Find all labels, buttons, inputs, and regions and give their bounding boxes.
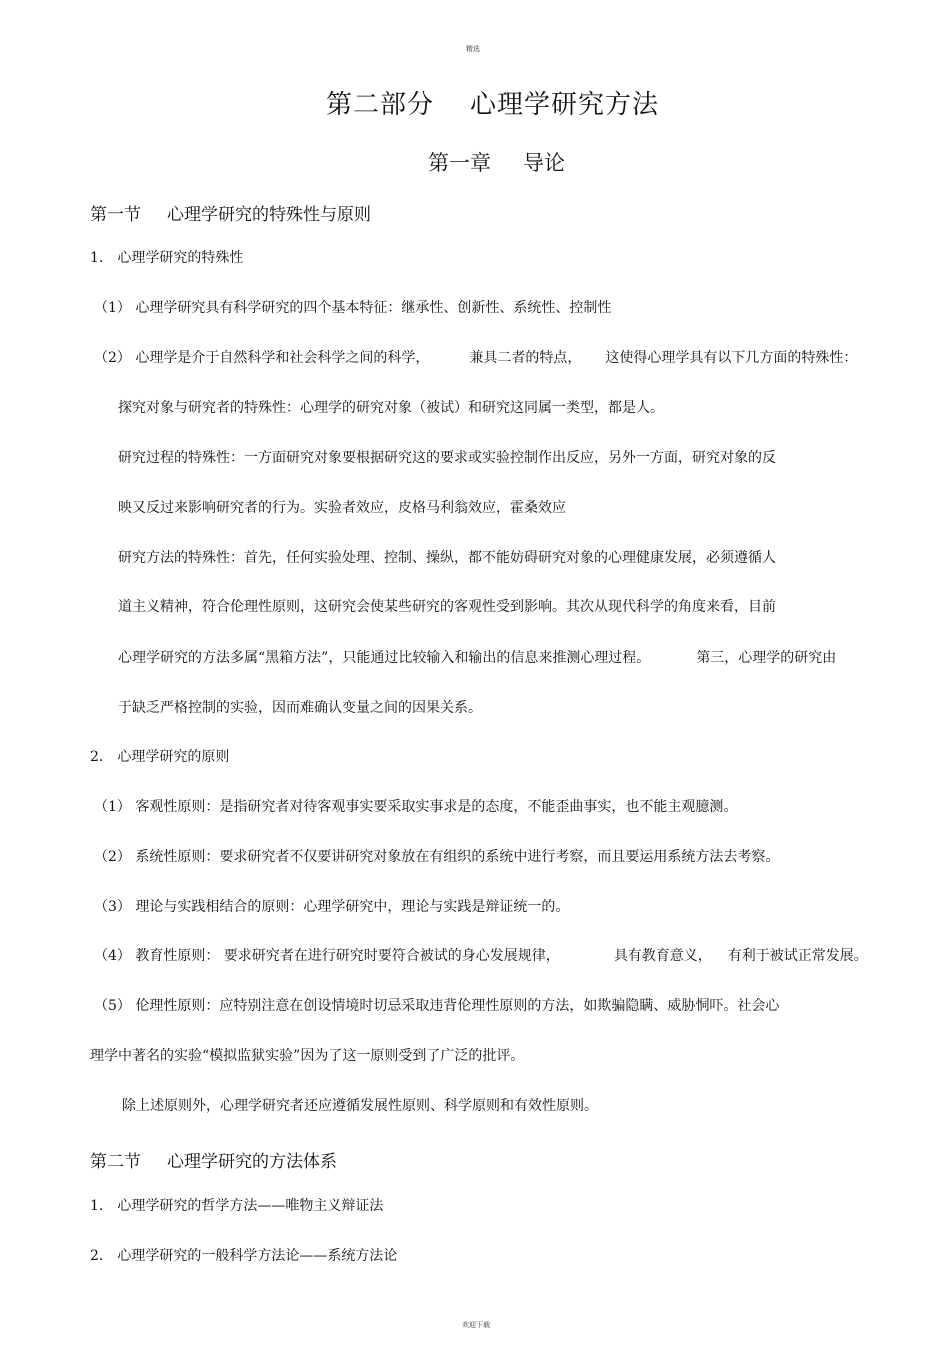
principles-closing: 除上述原则外，心理学研究者还应遵循发展性原则、科学原则和有效性原则。 [122, 1098, 598, 1114]
method-speciality-line-3-part-a: 心理学研究的方法多属“黑箱方法”，只能通过比较输入和输出的信息来推测心理过程。 [118, 650, 651, 666]
method-speciality-line-3-part-b: 第三，心理学的研究由 [696, 650, 837, 666]
principle-5-line-1: （5） 伦理性原则：应特别注意在创设情境时切忌采取违背伦理性原则的方法，如欺骗隐瞒、威胁恫吓。社会心 [94, 998, 780, 1014]
section-2-number: 第二节 [90, 1152, 141, 1172]
section-1-number: 第一节 [90, 205, 141, 225]
item-1-paragraph-2-part-c: 这使得心理学具有以下几方面的特殊性： [605, 350, 858, 366]
method-speciality-line-4: 于缺乏严格控制的实验，因而难确认变量之间的因果关系。 [118, 700, 482, 716]
principle-4 [94, 947, 868, 965]
chapter-number: 第一章 [428, 151, 491, 175]
principle-1: （1） 客观性原则：是指研究者对待客观事实要采取实事求是的态度，不能歪曲事实，也不能主观臆测。 [94, 799, 738, 815]
object-speciality-line: 探究对象与研究者的特殊性：心理学的研究对象（被试）和研究这同属一类型，都是人。 [118, 400, 664, 416]
process-speciality-line-1: 研究过程的特殊性：一方面研究对象要根据研究这的要求或实验控制作出反应，另外一方面，研究对象的反 [118, 450, 776, 466]
method-speciality-line-2: 道主义精神，符合伦理性原则，这研究会使某些研究的客观性受到影响。其次从现代科学的角度来看，目前 [118, 599, 776, 615]
principle-2: （2） 系统性原则：要求研究者不仅要讲研究对象放在有组织的系统中进行考察，而且要运用系统方法去考察。 [94, 849, 780, 865]
page-header: 精选 [466, 45, 480, 53]
method-speciality-line-3 [118, 649, 836, 667]
chapter-name: 导论 [523, 151, 565, 175]
principle-3: （3） 理论与实践相结合的原则：心理学研究中，理论与实践是辩证统一的。 [94, 899, 570, 915]
section-2-title: 心理学研究的方法体系 [167, 1152, 337, 1172]
part-name: 心理学研究方法 [470, 90, 660, 120]
item-1-title: 1． 心理学研究的特殊性 [90, 250, 244, 266]
principle-4-part-c: 有利于被试正常发展。 [727, 948, 868, 964]
item-1-paragraph-1: （1） 心理学研究具有科学研究的四个基本特征：继承性、创新性、系统性、控制性 [94, 300, 612, 316]
section-2-item-1: 1． 心理学研究的哲学方法——唯物主义辩证法 [90, 1198, 384, 1214]
principle-4-part-b: 具有教育意义， [613, 948, 712, 964]
item-1-paragraph-2 [94, 349, 857, 367]
method-speciality-line-1: 研究方法的特殊性：首先，任何实验处理、控制、操纵，都不能妨碍研究对象的心理健康发展，必须遵循人 [118, 550, 776, 566]
principle-5-line-2: 理学中著名的实验“模拟监狱实验”因为了这一原则受到了广泛的批评。 [90, 1048, 525, 1064]
item-2-title: 2． 心理学研究的原则 [90, 749, 230, 765]
item-1-paragraph-2-part-a: （2） 心理学是介于自然科学和社会科学之间的科学， [94, 350, 430, 366]
section-2-heading [90, 1147, 337, 1172]
process-speciality-line-2: 映又反过来影响研究者的行为。实验者效应，皮格马利翁效应，霍桑效应 [118, 500, 566, 516]
part-number: 第二部分 [326, 90, 435, 120]
chapter-title [428, 147, 565, 177]
item-1-paragraph-2-part-b: 兼具二者的特点， [469, 350, 582, 366]
part-title [326, 84, 659, 121]
section-1-heading [90, 200, 371, 225]
principle-4-part-a: （4） 教育性原则： 要求研究者在进行研究时要符合被试的身心发展规律， [94, 948, 560, 964]
section-1-title: 心理学研究的特殊性与原则 [167, 205, 371, 225]
page-footer: 欢迎下载 [462, 1321, 490, 1329]
section-2-item-2: 2． 心理学研究的一般科学方法论——系统方法论 [90, 1248, 398, 1264]
